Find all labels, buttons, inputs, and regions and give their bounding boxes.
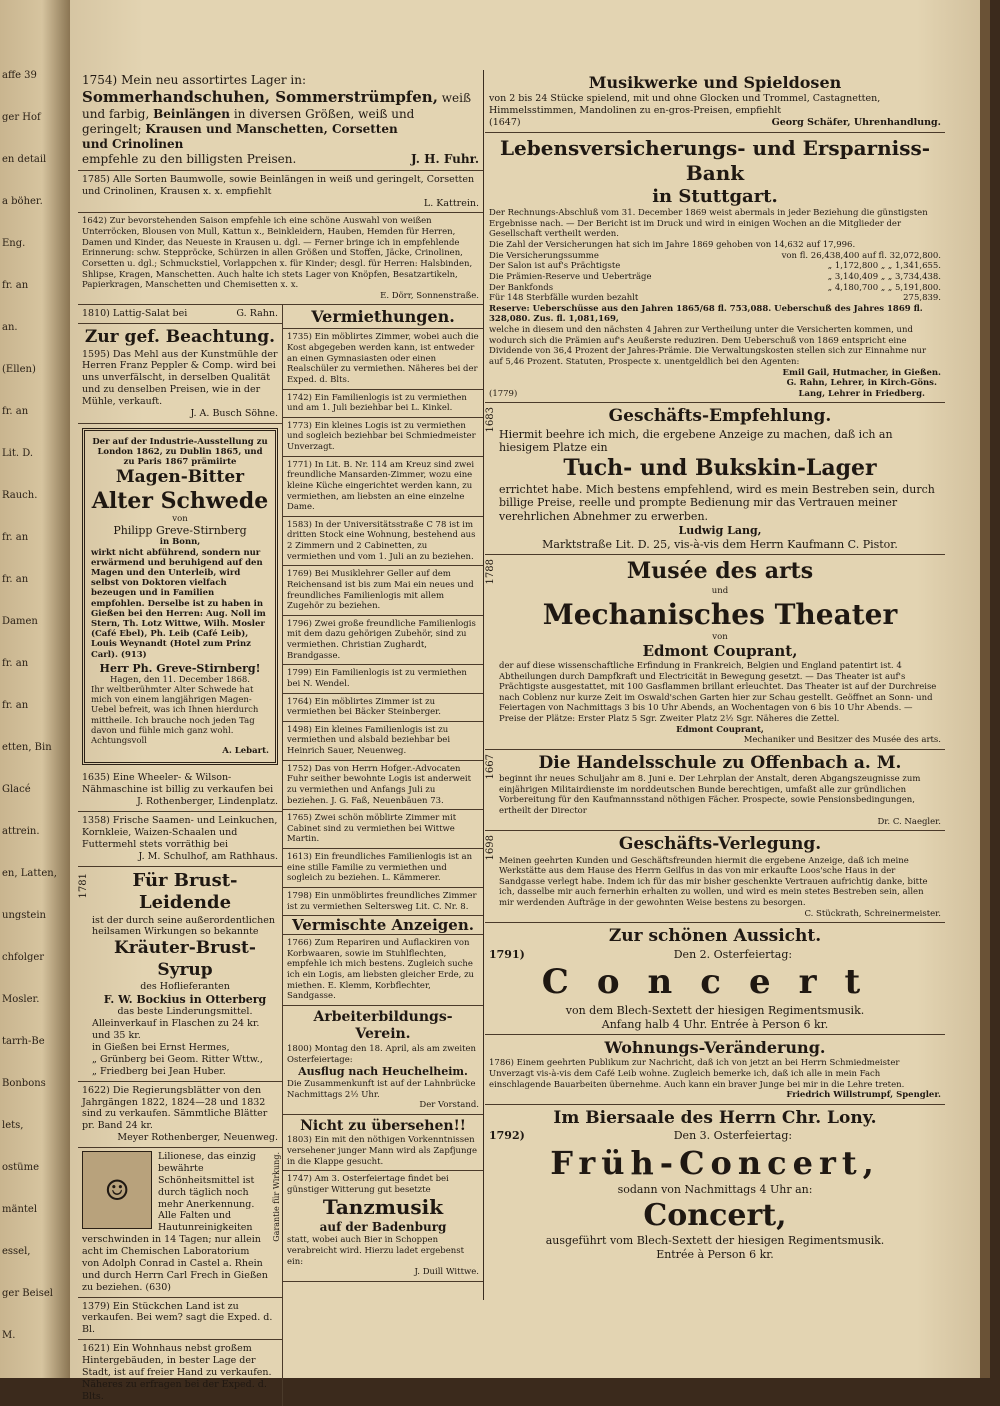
right-column: [485, 70, 945, 1265]
ad-1622: [78, 1082, 282, 1148]
spine-fragment: affe 39: [2, 70, 37, 81]
ad-text: 1803) Ein mit den nöthigen Vorkenntnissen versehener junger Mann wird als Zapfjunge in die Klappe gesucht.: [287, 1135, 477, 1167]
ad-heading: Geschäfts-Empfehlung.: [608, 406, 832, 427]
bank-agent: Emil Gail, Hutmacher, in Gießen.: [782, 367, 941, 378]
ad-number: (1647): [489, 116, 521, 128]
spine-fragment: fr. an: [2, 658, 29, 669]
rental-ad: 1735) Ein möblirtes Zimmer, wobei auch die Kost abgegeben werden kann, ist entweder an einen Gymnasiasten oder einen Realschüler zu vermiethen. Näheres bei der Exped. d. Blts.: [283, 329, 483, 389]
rental-ad: 1769) Bei Musiklehrer Geller auf dem Reichensand ist bis zum Mai ein neues und freundliches Familienlogis mit allem Zugehör zu beziehen.: [283, 566, 483, 616]
ad-text: das beste Linderungsmittel.: [117, 1006, 253, 1018]
ad-text: 1810) Lattig-Salat bei: [82, 308, 188, 320]
left-column: [78, 70, 483, 1406]
ad-heading: Tuch- und Bukskin-Lager: [563, 455, 877, 482]
ad-text: Der auf der Industrie-Ausstellung zu London 1862, zu Dublin 1865, und zu Paris 1867 prämiirte: [92, 436, 268, 468]
ad-text: 1785) Alle Sorten Baumwolle, sowie Beinlängen in weiß und geringelt, Corsetten und Crinolinen, Krausen x. x. empfiehlt: [82, 173, 475, 197]
rental-ad: 1498) Ein kleines Familienlogis ist zu vermiethen und alsbald beziehbar bei Heinrich Sauer, Neuenweg.: [283, 722, 483, 761]
bank-figure-value: 275,839.: [903, 293, 941, 304]
bank-figure-label: Der Salon ist auf's Prächtigste: [489, 261, 621, 272]
ad-text: in Gießen bei Ernst Hermes,: [92, 1042, 230, 1054]
ad-heading: Zur schönen Aussicht.: [608, 926, 822, 947]
ad-1358: [78, 812, 282, 867]
ad-heading: Nicht zu übersehen!!: [300, 1117, 466, 1134]
spine-fragment: Bonbons: [2, 1078, 46, 1089]
rental-ad: 1752) Das von Herrn Hofger.-Advocaten Fuhr seither bewohnte Logis ist anderweit zu vermiethen und Anfangs Juli zu beziehen. J. G. Faß, Neuenbäuen 73.: [283, 761, 483, 811]
spine-fragment: Lit. D.: [2, 448, 34, 459]
ad-1635: [78, 769, 282, 812]
ad-number: 1754): [82, 73, 118, 87]
left-subcol-b: [283, 305, 483, 1405]
ad-signature: Meyer Rothenberger, Neuenweg.: [117, 1132, 278, 1144]
ad-heading: Lebensversicherungs- und Ersparniss-Bank: [499, 135, 931, 185]
rental-ad: 1799) Ein Familienlogis ist zu vermiethen bei N. Wendel.: [283, 665, 483, 693]
spine-fragment: Rauch.: [2, 490, 38, 501]
ad-text: 1800) Montag den 18. April, als am zweiten Osterfeiertage:: [287, 1043, 477, 1065]
ad-text: Lilionese, das einzig bewährte Schönheitsmittel ist durch täglich noch mehr Anerkennung. Alle Falten und Hautunreinigkeiten verschwinden in 14 Tagen; nur allein acht im Chemischen Laboratorium von Adolph Conrad in Castel a. Rhein und durch Herrn Carl Frech in Gießen zu beziehen. (630): [82, 1151, 268, 1293]
bank-figure-value: „ 1,172,800 „ „ 1,341,655.: [827, 261, 941, 272]
ad-number: 1698: [485, 835, 496, 861]
ad-signature: A. Lebart.: [222, 746, 269, 757]
bank-figure-row: [489, 283, 941, 294]
ad-heading: Alter Schwede: [91, 487, 269, 514]
ad-number: 1792): [489, 1129, 525, 1142]
ad-heading: Geschäfts-Verlegung.: [618, 834, 822, 855]
ad-text: Ihr weltberühmter Alter Schwede hat mich von einem langjährigen Magen-Uebel befreit, was ich Ihnen hierdurch mittheile. Ich brauche noch jeden Tag davon und fühle mich ganz wohl. Achtungsvoll: [91, 685, 259, 747]
rental-ad: 1796) Zwei große freundliche Familienlogis mit dem dazu gehörigen Zubehör, sind zu vermiethen. Christian Zughardt, Brandgasse.: [283, 616, 483, 666]
bank-figures: [489, 240, 941, 304]
ad-text: 1379) Ein Stückchen Land ist zu verkaufen. Bei wem? sagt die Exped. d. Bl.: [82, 1300, 273, 1336]
ad-maker: Edmont Couprant,: [642, 642, 798, 661]
ad-1379: [78, 1298, 282, 1341]
ad-text: von dem Blech-Sextett der hiesigen Regimentsmusik.: [565, 1003, 865, 1017]
ad-text: 1622) Die Regierungsblätter von den Jahrgängen 1822, 1824—28 und 1832 sind zu verkaufen. Sämmtliche Blätter pr. Band 24 kr.: [82, 1084, 268, 1132]
ad-text: Den 2. Osterfeiertag:: [673, 947, 793, 961]
ad-side-text: Garantie für Wirkung.: [272, 1152, 281, 1242]
spine-fragment: etten, Bin: [2, 742, 52, 753]
column-rule: [483, 70, 484, 1300]
ad-text: von 2 bis 24 Stücke spielend, mit und ohne Glocken und Trommel, Castagnetten, Himmelsstimmen, Mandolinen zu en-gros-Preisen, empfiehlt: [489, 93, 881, 116]
ad-musee: [485, 555, 945, 750]
ad-number: 1788: [485, 559, 496, 585]
ad-heading: Wohnungs-Veränderung.: [604, 1038, 826, 1058]
ad-text: Hiermit beehre ich mich, die ergebene Anzeige zu machen, daß ich an hiesigem Platze ein: [499, 427, 893, 455]
bank-figure-label: Die Versicherungssumme: [489, 250, 599, 261]
ad-heading: in Stuttgart.: [652, 185, 778, 207]
ad-biersaal: [485, 1105, 945, 1265]
ad-signature: J. A. Busch Söhne.: [190, 407, 278, 419]
spine-fragment: ostüme: [2, 1162, 40, 1173]
ad-heading: Arbeiterbildungs-Verein.: [313, 1008, 453, 1043]
rental-ad: 1583) In der Universitätsstraße C 78 ist im dritten Stock eine Wohnung, bestehend aus 2 Zimmern und 2 Cabinetten, zu vermiethen und vom 1. Juli an zu beziehen.: [283, 517, 483, 567]
ad-handelsschule: [485, 750, 945, 831]
ad-heading: Im Biersaale des Herrn Chr. Lony.: [553, 1107, 877, 1128]
bank-figure-row: [489, 272, 941, 283]
ad-text: Anfang halb 4 Uhr. Entrée à Person 6 kr.: [601, 1017, 829, 1031]
bank-figure-value: von fl. 26,438,400 auf fl. 32,072,800.: [781, 250, 941, 261]
ad-lager: [485, 403, 945, 555]
rental-ad: 1764) Ein möblirtes Zimmer ist zu vermiethen bei Bäcker Steinberger.: [283, 694, 483, 722]
ad-text: 1786) Einem geehrten Publikum zur Nachricht, daß ich von jetzt an bei Herrn Schmiedmeister Unverzagt vis-à-vis dem Café Leib wohne. Zugleich bemerke ich, daß ich alle in mein Fach einschlagende Bauarbeiten übernehme. Auch kann ein braver Junge bei mir in die Lehre treten.: [489, 1058, 905, 1090]
spine-fragment: lets,: [2, 1120, 24, 1131]
left-subcolumns: [78, 305, 483, 1405]
ad-text: und: [711, 585, 729, 596]
ad-text: 1595) Das Mehl aus der Kunstmühle der Herren Franz Peppler & Comp. wird bei uns unverfälscht, in derselben Qualität und zu denselben Preisen, wie in der Mühle, verkauft.: [82, 348, 278, 407]
spine-fragment: an.: [2, 322, 18, 333]
ad-signature: J. M. Schulhof, am Rathhaus.: [138, 850, 278, 862]
ad-text: sodann von Nachmittags 4 Uhr an:: [617, 1182, 813, 1196]
ad-signature: J. Rothenberger, Lindenplatz.: [136, 796, 278, 808]
ad-signature: Ludwig Lang,: [678, 523, 762, 537]
rental-ad: 1742) Ein Familienlogis ist zu vermiethen und am 1. Juli beziehbar bei L. Kinkel.: [283, 390, 483, 418]
ad-signature: Dr. C. Naegler.: [877, 816, 941, 827]
ad-bank: [485, 133, 945, 404]
rental-ad: 1765) Zwei schön möblirte Zimmer mit Cabinet sind zu vermiethen bei Wittwe Martin.: [283, 810, 483, 849]
ad-magen-bitter: [82, 428, 278, 766]
ad-text: und farbig,: [82, 106, 150, 121]
ad-1754: [78, 70, 483, 171]
ad-text: wirkt nicht abführend, sondern nur erwärmend und beruhigend auf den Magen und den Unterleib, wird selbst von Doktoren vielfach bezeugen und in Familien empfohlen. Derselbe ist zu haben in Gießen bei den Herren: Aug. Noll im Stern, Th. Lotz Wittwe, Wilh. Mosler (Café Ebel), Ph. Leib (Café Leib), Louis Weynandt (Hotel zum Prinz Carl). (913): [91, 547, 266, 660]
bank-figure-label: Die Prämien-Reserve und Ueberträge: [489, 271, 652, 282]
ad-text: ist der durch seine außerordentlichen heilsamen Wirkungen so bekannte: [92, 914, 275, 938]
rental-ad: 1798) Ein unmöblirtes freundliches Zimmer ist zu vermiethen Seltersweg Lit. C. Nr. 8.: [283, 888, 483, 916]
spine-fragment: en detail: [2, 154, 47, 165]
spine-fragment: a böher.: [2, 196, 43, 207]
ad-text: „ Friedberg bei Jean Huber.: [92, 1065, 226, 1077]
ad-text: errichtet habe. Mich bestens empfehlend, wird es mein Bestreben sein, durch billige Preise, reelle und prompte Bedienung mir das Vertrauen meiner verehrlichen Abnehmer zu erwerben.: [499, 482, 935, 524]
ad-text: 1635) Eine Wheeler- & Wilson-Nähmaschine ist billig zu verkaufen bei: [82, 772, 274, 796]
ad-wohnung: [485, 1035, 945, 1105]
ad-signature: Edmont Couprant,: [676, 724, 764, 735]
bank-figure-row: [489, 293, 941, 304]
page-edge: [980, 0, 990, 1378]
spine-fragment: ungstein: [2, 910, 46, 921]
spine-fragment: en, Latten,: [2, 868, 57, 879]
ad-text: des Hoflieferanten: [140, 980, 230, 992]
rental-ad: 1771) In Lit. B. Nr. 114 am Kreuz sind zwei freundliche Mansarden-Zimmer, wozu eine kleine Küche eingerichtet werden kann, zu vermiethen, am liebsten an eine einzelne Dame.: [283, 457, 483, 517]
spine-fragment: ger Hof: [2, 112, 41, 123]
ad-heading: Kräuter-Brust-Syrup: [114, 938, 256, 980]
bank-figure-row: [489, 240, 941, 251]
spine-fragment: fr. an: [2, 532, 29, 543]
ad-text: Der Vorstand.: [419, 1100, 479, 1111]
ad-text: Mechaniker und Besitzer des Musée des arts.: [743, 735, 941, 746]
spine-fragment: Eng.: [2, 238, 26, 249]
ad-tanzmusik: [283, 1171, 483, 1282]
ad-text: in diversen Größen, weiß und: [233, 106, 415, 121]
ad-text: J. Duill Wittwe.: [414, 1267, 479, 1278]
ad-1621: [78, 1340, 282, 1405]
ad-heading: Die Handelsschule zu Offenbach a. M.: [538, 752, 902, 773]
ad-signature: L. Kattrein.: [423, 197, 479, 209]
bank-agent: Lang, Lehrer in Friedberg.: [798, 388, 925, 399]
ad-signature: Friedrich Willstrumpf, Spengler.: [786, 1090, 941, 1101]
ad-heading: Früh-Concert,: [550, 1143, 880, 1182]
bank-figure-value: „ 4,180,700 „ „ 5,191,800.: [827, 282, 941, 293]
spine-fragment: fr. an: [2, 406, 29, 417]
ad-text: Reserve: Ueberschüsse aus den Jahren 1865/68 fl. 753,088. Ueberschuß des Jahres 1869 fl. 328,080. Zus. fl. 1,081,169,: [489, 303, 923, 325]
bank-figure-row: [489, 251, 941, 262]
ad-text: Der Rechnungs-Abschluß vom 31. December 1869 weist abermals in jeder Beziehung die günstigsten Ergebnisse nach. — Der Bericht ist im Druck und wird in einigen Wochen an die Mitglieder der Gesellschaft vertheilt werden.: [489, 208, 928, 240]
rental-ad: 1613) Ein freundliches Familienlogis ist an eine stille Familie zu vermiethen und sogleich zu beziehen. L. Kämmerer.: [283, 849, 483, 888]
ad-heading: Tanzmusik: [322, 1195, 444, 1220]
portrait-illustration: ☺: [82, 1151, 152, 1229]
ad-signature: C. Stückrath, Schreinermeister.: [804, 908, 941, 919]
book-spine-margin: [0, 0, 70, 1378]
ad-text: der auf diese wissenschaftliche Erfindung in Frankreich, Belgien und England patentirt ist. 4 Abtheilungen durch Dampfkraft und Electricität in Bewegung gesetzt. — Das Theater ist auf's Prächtigste ausgestattet, mit 100 Gasflammen brillant erleuchtet. Das Theater ist auf der Durchreise nach Coblenz nur kurze Zeit im Oswald'schen Garten hier zur Schau gestellt. Geöffnet an Sonn- und Feiertagen von Nachmittags 3 bis 10 Uhr Abends, an Wochentagen von 6 bis 10 Uhr Abends. — Preise der Plätze: Erster Platz 5 Sgr. Zweiter Platz 2½ Sgr. Näheres die Zettel.: [499, 660, 937, 724]
spine-fragment: Glacé: [2, 784, 31, 795]
ad-text: von: [712, 631, 728, 642]
ad-heading: Mechanisches Theater: [542, 597, 898, 631]
ad-musikwerke: [485, 70, 945, 133]
bank-figure-label: Der Bankfonds: [489, 282, 554, 293]
ad-number: 1667: [485, 753, 496, 780]
spine-fragment: fr. an: [2, 280, 29, 291]
ad-number: (1779): [489, 388, 518, 399]
ad-1766: 1766) Zum Repariren und Auflackiren von Korbwaaren, sowie im Stuhlflechten, empfehle ich mich bestens. Zugleich suche ich ein Logis, am liebsten gleicher Erde, zu miethen. E. Klemm, Korbflechter, Sandgasse.: [283, 935, 483, 1006]
bank-agents: [783, 368, 941, 400]
spine-fragment: attrein.: [2, 826, 40, 837]
bank-agent: G. Rahn, Lehrer, in Kirch-Göns.: [786, 378, 937, 389]
ad-text: 1358) Frische Saamen- und Leinkuchen, Kornkleie, Waizen-Schaalen und Futtermehl stets vorräthig bei: [82, 815, 278, 850]
ad-text: Meinen geehrten Kunden und Geschäftsfreunden hiermit die ergebene Anzeige, daß ich meine Werkstätte aus dem Hause des Herrn Geilfus in das von mir erkaufte Loos'sche Haus in der Sandgasse verlegt habe. Indem ich für das mir bisher geschenkte Vertrauen aufrichtig danke, bitte ich, dasselbe mir auch fernerhin erhalten zu wollen, und wird es mein stetes Bestreben sein, allen mir werdenden Aufträge in der gewohnten Weise bestens zu besorgen.: [499, 855, 928, 908]
ad-heading: auf der Badenburg: [319, 1220, 447, 1235]
spine-fragment: tarrh-Be: [2, 1036, 45, 1047]
ad-heading: Musikwerke und Spieldosen: [588, 73, 842, 92]
spine-fragment: mäntel: [2, 1204, 38, 1215]
ad-text: beginnt ihr neues Schuljahr am 8. Juni e. Der Lehrplan der Anstalt, deren Abgangszeugnisse zum einjährigen Militairdienste im norddeutschen Bunde berechtigen, umfaßt alle zur gründlichen Vorbereitung für den Kaufmannsstand nöthigen Fächer. Prospecte, sowie Pensionsbedingungen, ertheilt der Director: [499, 774, 921, 816]
ad-1642: [78, 213, 483, 305]
ad-heading: Concert: [541, 962, 889, 1003]
ad-heading: Für Brust-Leidende: [132, 869, 238, 914]
ad-heading: Magen-Bitter: [115, 467, 245, 488]
ad-text: in Bonn,: [159, 537, 201, 548]
ad-date: Hagen, den 11. December 1868.: [110, 674, 250, 685]
ad-nicht-uebersehen: [283, 1115, 483, 1171]
bank-figure-label: Für 148 Sterbfälle wurden bezahlt: [489, 293, 639, 304]
ad-attention: [78, 324, 282, 424]
ad-text: statt, wobei auch Bier in Schoppen verabreicht wird. Hierzu ladet ergebenst ein:: [287, 1235, 465, 1267]
ad-bold: und Crinolinen: [82, 136, 184, 151]
ad-signature: E. Dörr, Sonnenstraße.: [380, 290, 479, 301]
ad-maker: Philipp Greve-Stirnberg: [113, 524, 247, 538]
ad-text: Den 3. Osterfeiertag:: [673, 1129, 793, 1142]
ad-heading: Musée des arts: [626, 558, 814, 585]
ad-bold: Beinlängen: [153, 106, 231, 121]
spine-fragment: chfolger: [2, 952, 45, 963]
ad-lilionese: [78, 1148, 282, 1298]
ad-heading: Ausflug nach Heuchelheim.: [298, 1065, 468, 1079]
spine-fragment: M.: [2, 1330, 16, 1341]
ad-signature: Georg Schäfer, Uhrenhandlung.: [771, 116, 941, 128]
ad-text: Alleinverkauf in Flaschen zu 24 kr. und 35 kr.: [92, 1018, 260, 1042]
ad-aussicht: [485, 923, 945, 1035]
spine-fragment: essel,: [2, 1246, 31, 1257]
bank-figure-label: Die Zahl der Versicherungen hat sich im Jahre 1869 gehoben von 14,632 auf 17,996.: [489, 240, 856, 250]
ad-text: 1642) Zur bevorstehenden Saison empfehle ich eine schöne Auswahl von weißen Unterröcken, Blousen von Mull, Kattun x., Beinkleidern, Hauben, Hemden für Herren, Damen und Kinder, das Neueste in Krausen u. dgl. — Ferner bringe ich in empfehlende Erinnerung: schw. Steppröcke, Schürzen in allen Größen und Stoffen, Jäcke, Crinolinen, Corsetten u. dgl.; Schmuckstiel, Vorlappchen x. für Kinder; desgl. für Herren: Halsbinden, Shlipse, Kragen, Manschetten. Auch halte ich stets Lager von Knöpfen, Besatzartikeln, Papierkragen, Manschetten und Chemisetten x. x.: [82, 216, 473, 291]
ad-text: „ Grünberg bei Geom. Ritter Wttw.,: [92, 1053, 263, 1065]
spine-fragment: Mosler.: [2, 994, 40, 1005]
ad-maker: F. W. Bockius in Otterberg: [103, 992, 267, 1006]
spine-fragment: fr. an: [2, 700, 29, 711]
ad-text: empfehle zu den billigsten Preisen.: [82, 151, 297, 166]
ad-verlegung: [485, 831, 945, 923]
section-heading: Vermiethungen.: [283, 305, 483, 329]
ad-text: Herr Ph. Greve-Stirnberg!: [99, 661, 261, 675]
bank-figure-row: [489, 261, 941, 272]
spine-fragment: ger Beisel: [2, 1288, 53, 1299]
ad-text: weiß: [441, 91, 471, 105]
ad-brust-syrup: [78, 867, 282, 1082]
ad-1785: [78, 171, 483, 214]
spine-fragment: Damen: [2, 616, 38, 627]
ad-text: geringelt;: [82, 121, 142, 136]
ad-heading: Concert,: [643, 1197, 787, 1233]
ad-number: 1781: [78, 872, 89, 898]
newspaper-page: [70, 0, 990, 1402]
rental-ad: 1773) Ein kleines Logis ist zu vermiethen und sogleich beziehbar bei Schmiedmeister Unverzagt.: [283, 418, 483, 457]
ad-text: Mein neu assortirtes Lager in:: [121, 73, 306, 87]
ad-signature: J. H. Fuhr.: [411, 151, 479, 166]
ad-1810: [78, 305, 282, 324]
ad-arbeiterverein: [283, 1006, 483, 1115]
ad-bold: Sommerhandschuhen, Sommerstrümpfen,: [82, 88, 438, 106]
left-subcol-a: [78, 305, 283, 1405]
ad-text: welche in diesem und den nächsten 4 Jahren zur Vertheilung unter die Versicherten kommen, und wodurch sich die Prämien auf's Aeußerste reduziren. Dem Ueberschuß von 1869 entspricht eine Dividende von 36,4 Prozent der Jahres-Prämie. Die Verwaltungskosten stellen sich zur Einnahme nur auf 5,46 Prozent. Statuten, Prospecte x. unentgeldlich bei den Agenten:: [489, 325, 927, 367]
section-heading: Vermischte Anzeigen.: [283, 916, 483, 935]
ad-text: von: [172, 514, 188, 525]
ad-text: 1621) Ein Wohnhaus nebst großem Hintergebäuden, in bester Lage der Stadt, ist auf freier Hand zu verkaufen. Näheres zu erfragen bei der Exped. d. Blts.: [82, 1343, 272, 1402]
spine-fragment: fr. an: [2, 574, 29, 585]
ad-text: Die Zusammenkunft ist auf der Lahnbrücke Nachmittags 2½ Uhr.: [287, 1078, 476, 1100]
ad-signature: G. Rahn.: [236, 308, 278, 320]
ad-number: 1683: [485, 407, 496, 433]
ad-text: Entrée à Person 6 kr.: [656, 1247, 774, 1261]
ad-address: Marktstraße Lit. D. 25, vis-à-vis dem Herrn Kaufmann C. Pistor.: [542, 537, 898, 551]
ad-text: 1747) Am 3. Osterfeiertage findet bei günstiger Witterung gut besetzte: [287, 1174, 449, 1195]
ad-heading: Zur gef. Beachtung.: [84, 327, 276, 348]
bank-figure-value: „ 3,140,409 „ „ 3,734,438.: [827, 271, 941, 282]
ad-number: 1791): [489, 947, 525, 961]
spine-fragment: (Ellen): [2, 364, 36, 375]
ad-text: ausgeführt vom Blech-Sextett der hiesigen Regimentsmusik.: [545, 1234, 885, 1247]
ad-bold: Krausen und Manschetten, Corsetten: [145, 121, 398, 136]
